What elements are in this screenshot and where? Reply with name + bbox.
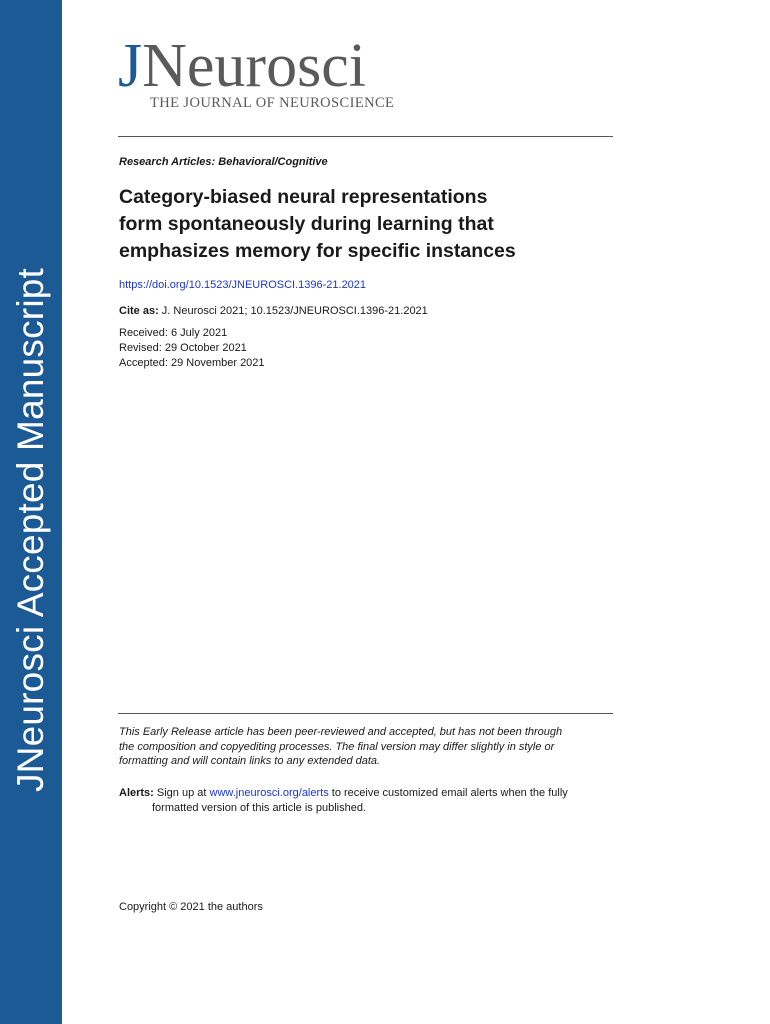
article-dates bbox=[119, 326, 265, 371]
article-title bbox=[119, 184, 599, 265]
logo-rest: Neurosci bbox=[142, 32, 366, 100]
sidebar-banner bbox=[0, 0, 62, 1024]
logo-j: J bbox=[118, 32, 143, 100]
title-line: Category-biased neural representations bbox=[119, 186, 488, 208]
alerts-line2: formatted version of this article is published. bbox=[152, 801, 366, 814]
alerts-post: to receive customized email alerts when the fully bbox=[328, 787, 568, 799]
logo-wordmark bbox=[118, 30, 366, 102]
cite-label: Cite as: bbox=[119, 305, 159, 317]
notice-divider bbox=[118, 713, 613, 714]
accepted-date: Accepted: 29 November 2021 bbox=[119, 357, 265, 369]
title-line: emphasizes memory for specific instances bbox=[119, 240, 516, 262]
top-divider bbox=[118, 136, 613, 137]
revised-date: Revised: 29 October 2021 bbox=[119, 342, 247, 354]
notice-line: the composition and copyediting processes. The final version may differ slightly in style or bbox=[119, 740, 555, 753]
alerts-link[interactable]: www.jneurosci.org/alerts bbox=[209, 787, 329, 799]
received-date: Received: 6 July 2021 bbox=[119, 327, 228, 339]
copyright-notice: Copyright © 2021 the authors bbox=[119, 901, 263, 913]
alerts-notice bbox=[119, 786, 609, 815]
doi-link[interactable]: https://doi.org/10.1523/JNEUROSCI.1396-21.2021 bbox=[119, 279, 367, 291]
logo-subtitle: THE JOURNAL OF NEUROSCIENCE bbox=[150, 95, 395, 111]
citation bbox=[119, 305, 428, 317]
notice-line: This Early Release article has been peer-reviewed and accepted, but has not been through bbox=[119, 726, 563, 738]
notice-line: formatting and will contain links to any extended data. bbox=[119, 755, 381, 767]
early-release-notice bbox=[119, 725, 609, 769]
cite-text: J. Neurosci 2021; 10.1523/JNEUROSCI.1396-21.2021 bbox=[158, 305, 428, 317]
journal-logo bbox=[118, 30, 408, 115]
title-line: form spontaneously during learning that bbox=[119, 213, 494, 235]
article-section: Research Articles: Behavioral/Cognitive bbox=[119, 156, 328, 168]
alerts-label: Alerts: bbox=[119, 787, 154, 799]
sidebar-label: JNeurosci Accepted Manuscript bbox=[10, 267, 51, 793]
alerts-pre: Sign up at bbox=[153, 787, 210, 799]
